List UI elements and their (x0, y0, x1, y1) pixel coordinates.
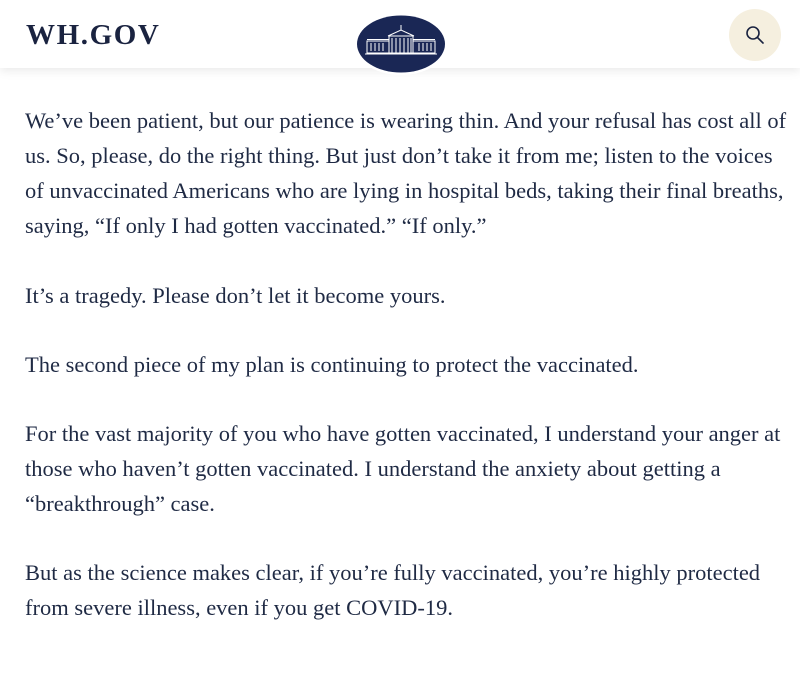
paragraph: The second piece of my plan is continuing to protect the vaccinated. (25, 352, 639, 377)
paragraph: It’s a tragedy. Please don’t let it become yours. (25, 283, 446, 308)
search-icon (745, 25, 765, 45)
paragraph: But as the science makes clear, if you’re fully vaccinated, you’re highly protected from severe illness, even if you get COVID-19. (25, 560, 761, 620)
search-button[interactable] (729, 9, 781, 61)
article-body (25, 103, 790, 659)
paragraph: For the vast majority of you who have gotten vaccinated, I understand your anger at those who haven’t gotten vaccinated. I understand the anxiety about getting a “breakthrough” case. (25, 421, 781, 516)
white-house-logo[interactable] (353, 12, 449, 76)
white-house-seal-icon (353, 12, 449, 76)
site-title[interactable]: WH.GOV (26, 19, 161, 51)
paragraph: We’ve been patient, but our patience is wearing thin. And your refusal has cost all of us. So, please, do the right thing. But just don’t take it from me; listen to the voices of unvaccinated Americans who are lying in hospital beds, taking their final breaths, saying, “If only I had gotten vaccinated.” “If only.” (25, 108, 787, 238)
